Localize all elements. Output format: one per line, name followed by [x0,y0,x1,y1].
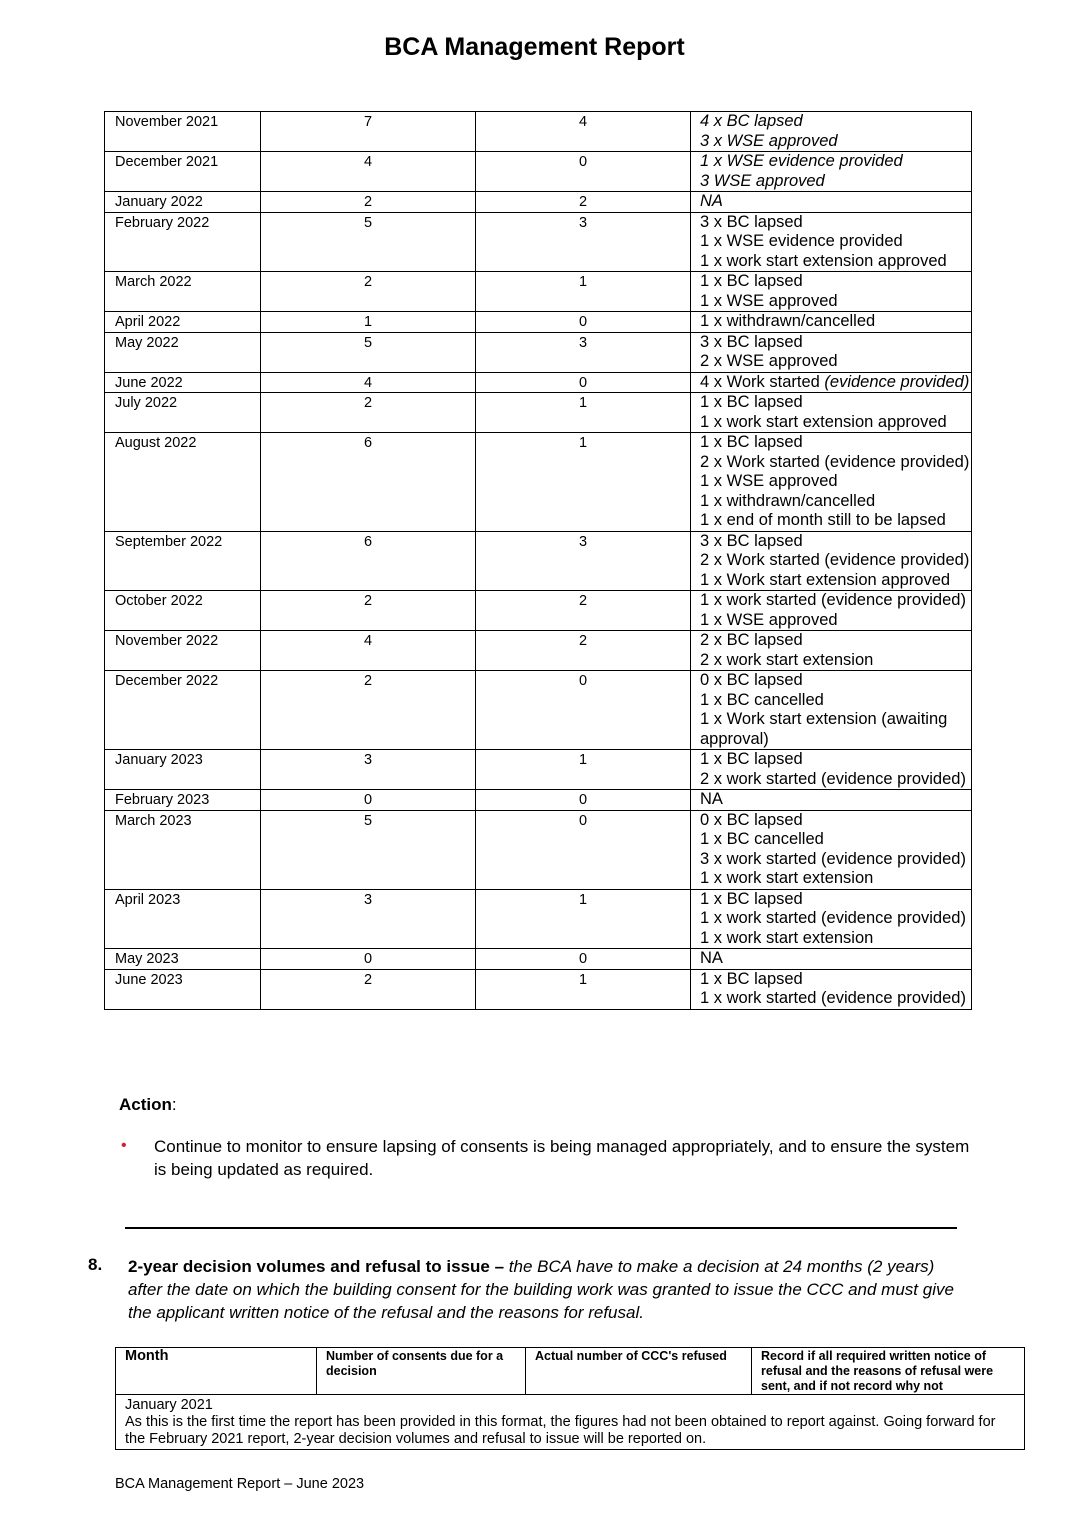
note-line [700,112,971,132]
row-month: April 2023 [105,889,261,949]
decision-header-refused: Actual number of CCC's refused [526,1348,752,1395]
row-count-due: 5 [261,810,476,889]
row-month: May 2023 [105,949,261,970]
row-count-due: 0 [261,790,476,811]
note-text: 0 x BC lapsed [700,810,803,829]
decision-row [116,1395,1025,1450]
note-line [700,790,971,810]
table-row [105,750,972,790]
note-text: 1 x WSE approved [700,610,838,629]
note-text: 1 x withdrawn/cancelled [700,491,876,510]
note-line [700,770,971,790]
note-line [700,611,971,631]
row-month: September 2022 [105,531,261,591]
row-count-lapsed: 1 [476,393,691,433]
note-line [700,472,971,492]
note-text: 2 x BC lapsed [700,631,803,649]
bullet-icon: • [121,1137,127,1154]
row-count-due: 4 [261,631,476,671]
note-text: 1 x work start extension [700,869,874,887]
row-notes [691,969,972,1009]
note-line [700,551,971,571]
table-row [105,192,972,213]
note-text: 1 x BC cancelled [700,830,824,848]
note-line [700,890,971,910]
row-notes [691,152,972,192]
row-notes [691,433,972,532]
row-count-due: 6 [261,433,476,532]
note-line [700,691,971,711]
note-line [700,929,971,949]
row-month: February 2022 [105,212,261,272]
row-count-due: 1 [261,312,476,333]
note-line [700,333,971,353]
note-line [700,970,971,990]
decision-row-month: January 2021 [125,1397,213,1413]
note-text: 0 x BC lapsed [700,671,803,689]
note-text: 1 x BC lapsed [700,272,803,290]
note-text: 3 x work started (evidence provided) [700,849,966,868]
note-line [700,869,971,889]
row-notes [691,332,972,372]
row-count-lapsed: 1 [476,969,691,1009]
row-month: December 2022 [105,671,261,750]
row-count-lapsed: 2 [476,192,691,213]
note-text: 3 x WSE approved [700,131,838,150]
note-text: 2 x work started (evidence provided) [700,769,966,788]
section-description [128,1255,968,1324]
row-count-due: 7 [261,112,476,152]
note-line [700,671,971,691]
table-row [105,312,972,333]
row-month: March 2023 [105,810,261,889]
row-count-lapsed: 3 [476,212,691,272]
note-line [700,192,971,212]
note-text: 3 x BC lapsed [700,531,803,550]
note-line [700,413,971,433]
note-text: 3 x BC lapsed [700,332,803,351]
note-text: 4 x BC lapsed [700,112,803,130]
page-title: BCA Management Report [384,33,685,61]
note-line [700,591,971,611]
note-line [700,631,971,651]
table-row [105,433,972,532]
row-month: July 2022 [105,393,261,433]
row-count-due: 5 [261,212,476,272]
note-text: 1 x BC cancelled [700,690,824,709]
row-count-due: 2 [261,671,476,750]
action-heading-colon: : [171,1095,177,1114]
note-text: 1 x WSE approved [700,291,838,310]
row-count-lapsed: 2 [476,631,691,671]
row-notes [691,671,972,750]
note-line [700,252,971,272]
row-count-due: 2 [261,272,476,312]
note-text: 1 x Work start extension (awaiting approval) [700,710,948,748]
table-row [105,112,972,152]
note-line [700,532,971,552]
row-count-due: 4 [261,372,476,393]
decision-row-text: As this is the first time the report has been provided in this format, the figures had not been obtained to report against. Going forward for the February 2021 report, 2-year decision volumes and refusal to issue will be reported on. [125,1414,996,1447]
row-count-due: 0 [261,949,476,970]
note-line [700,132,971,152]
row-count-due: 2 [261,192,476,213]
table-row [105,969,972,1009]
note-text: 1 x BC lapsed [700,969,803,988]
row-count-due: 4 [261,152,476,192]
note-text: 1 x WSE approved [700,472,838,490]
note-line [700,292,971,312]
row-month: April 2022 [105,312,261,333]
row-count-lapsed: 3 [476,332,691,372]
note-line [700,989,971,1009]
row-count-due: 3 [261,750,476,790]
note-text: 1 x BC lapsed [700,750,803,768]
note-text: 1 x work start extension [700,928,874,947]
row-month: January 2023 [105,750,261,790]
row-count-lapsed: 0 [476,671,691,750]
note-text: 1 x WSE evidence provided [700,152,903,170]
row-notes [691,591,972,631]
row-notes [691,531,972,591]
note-line [700,352,971,372]
note-text: NA [700,790,723,808]
row-month: March 2022 [105,272,261,312]
section-number: 8. [88,1255,103,1274]
row-count-lapsed: 1 [476,433,691,532]
row-month: June 2022 [105,372,261,393]
note-line [700,272,971,292]
row-count-due: 6 [261,531,476,591]
action-text: Continue to monitor to ensure lapsing of consents is being managed appropriately, and to ensure the system is being updated as required. [154,1137,970,1179]
note-line [700,213,971,233]
row-count-lapsed: 0 [476,372,691,393]
row-month: November 2022 [105,631,261,671]
note-text: 1 x WSE evidence provided [700,232,903,250]
note-line [700,393,971,413]
note-text: 1 x work started (evidence provided) [700,989,966,1007]
decision-header-record: Record if all required written notice of refusal and the reasons of refusal were sent, and if not record why not [752,1348,1025,1395]
section-heading: 2-year decision volumes and refusal to issue – [128,1257,505,1276]
table-row [105,790,972,811]
page-footer: BCA Management Report – June 2023 [115,1476,365,1492]
note-text: 1 x work started (evidence provided) [700,591,966,609]
row-month: February 2023 [105,790,261,811]
note-line [700,172,971,192]
note-line [700,433,971,453]
row-count-lapsed: 0 [476,312,691,333]
note-line [700,651,971,671]
note-text: NA [700,192,723,210]
row-count-lapsed: 0 [476,810,691,889]
row-count-lapsed: 1 [476,889,691,949]
note-text: 2 x Work started (evidence provided) [700,551,970,569]
note-line [700,232,971,252]
note-line [700,453,971,473]
table-row [105,631,972,671]
table-row [105,591,972,631]
table-row [105,810,972,889]
row-count-lapsed: 0 [476,949,691,970]
row-count-due: 2 [261,591,476,631]
row-notes [691,949,972,970]
note-text: 1 x work started (evidence provided) [700,909,966,927]
note-line [700,830,971,850]
note-text: 1 x end of month still to be lapsed [700,511,946,529]
note-line [700,811,971,831]
table-row [105,272,972,312]
note-text: 1 x BC lapsed [700,433,803,451]
row-count-due: 2 [261,969,476,1009]
decision-table [115,1347,1025,1450]
note-text: 4 x Work started [700,372,825,391]
row-month: November 2021 [105,112,261,152]
section-divider [125,1227,957,1229]
note-line [700,511,971,531]
table-row [105,393,972,433]
row-notes [691,212,972,272]
section-explanation: the BCA have to make a decision at 24 months (2 years) after the date on which the building consent for the building work was granted to issue the CCC and must give the applicant written notice of the refusal and the reasons for refusal. [128,1257,954,1322]
note-text: 1 x BC lapsed [700,889,803,908]
decision-header-month: Month [116,1348,317,1395]
row-notes [691,272,972,312]
note-text: 3 WSE approved [700,171,825,190]
decision-header-due: Number of consents due for a decision [317,1348,526,1395]
row-count-lapsed: 1 [476,272,691,312]
note-text: NA [700,949,723,967]
row-notes [691,631,972,671]
note-text: 1 x work start extension approved [700,251,947,270]
note-line [700,949,971,969]
table-row [105,889,972,949]
table-row [105,332,972,372]
note-text: 1 x withdrawn/cancelled [700,312,876,330]
row-notes [691,810,972,889]
row-count-lapsed: 0 [476,152,691,192]
row-notes [691,393,972,433]
note-line [700,850,971,870]
row-notes [691,312,972,333]
row-count-due: 2 [261,393,476,433]
note-text: 3 x BC lapsed [700,212,803,231]
action-heading-label: Action [119,1095,172,1114]
table-row [105,212,972,272]
row-count-lapsed: 2 [476,591,691,631]
row-count-lapsed: 1 [476,750,691,790]
lapsing-table [104,111,972,1010]
row-month: May 2022 [105,332,261,372]
row-count-lapsed: 4 [476,112,691,152]
note-line [700,152,971,172]
table-row [105,531,972,591]
note-text: 2 x Work started (evidence provided) [700,452,970,471]
row-notes [691,750,972,790]
row-month: August 2022 [105,433,261,532]
note-text: 2 x WSE approved [700,352,838,370]
row-month: December 2021 [105,152,261,192]
note-line [700,909,971,929]
row-notes [691,790,972,811]
note-text: 1 x BC lapsed [700,393,803,411]
note-line [700,492,971,512]
row-notes [691,192,972,213]
note-text: 1 x Work start extension approved [700,570,951,589]
row-count-due: 5 [261,332,476,372]
row-notes [691,889,972,949]
table-row [105,671,972,750]
table-row [105,372,972,393]
note-text: 2 x work start extension [700,650,874,669]
row-month: January 2022 [105,192,261,213]
row-notes [691,372,972,393]
row-count-due: 3 [261,889,476,949]
action-heading [119,1095,177,1115]
note-line [700,373,971,393]
table-row [105,152,972,192]
row-notes [691,112,972,152]
row-month: June 2023 [105,969,261,1009]
row-count-lapsed: 0 [476,790,691,811]
note-line [700,710,971,749]
note-line [700,750,971,770]
note-text: 1 x work start extension approved [700,412,947,431]
note-line [700,571,971,591]
note-line [700,312,971,332]
row-count-lapsed: 3 [476,531,691,591]
row-month: October 2022 [105,591,261,631]
note-text-italic: (evidence provided) [824,372,970,391]
table-row [105,949,972,970]
